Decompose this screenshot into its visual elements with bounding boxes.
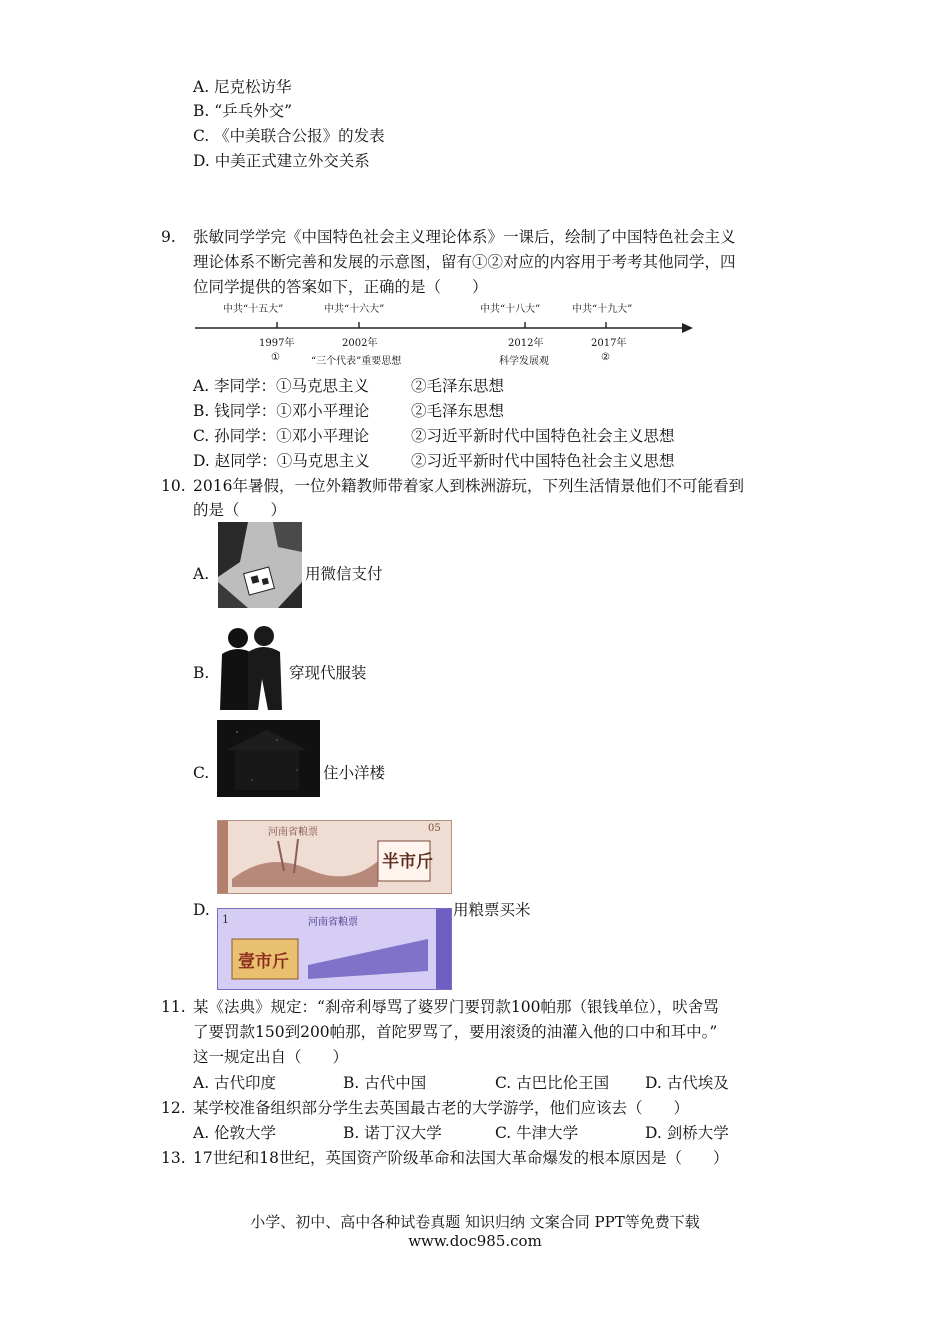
timeline-three-represents: “三个代表”重要思想 xyxy=(311,356,402,367)
ration-ticket-one-jin xyxy=(217,908,452,990)
footer-url[interactable]: www.doc985.com xyxy=(408,1232,542,1250)
q9-stem-line-3: 位同学提供的答案如下，正确的是（ ） xyxy=(193,278,488,296)
q13-number: 13. xyxy=(161,1149,186,1167)
timeline-year-2002: 2002年 xyxy=(342,338,378,349)
q10-option-b-label: B. xyxy=(193,664,210,682)
q11-number: 11. xyxy=(161,998,186,1016)
timeline-year-1997: 1997年 xyxy=(259,338,295,349)
q11-stem-line-3: 这一规定出自（ ） xyxy=(193,1048,349,1066)
q11-stem-line-2: 了要罚款150到200帕那，首陀罗骂了，要用滚烫的油灌入他的口中和耳中。” xyxy=(193,1023,718,1041)
q11-option-c: C. 古巴比伦王国 xyxy=(495,1074,610,1092)
timeline-label-19th: 中共“十九大” xyxy=(572,304,633,315)
q9-stem-line-2: 理论体系不断完善和发展的示意图，留有①②对应的内容用于考考其他同学，四 xyxy=(193,253,736,271)
q10-option-d-text: 用粮票买米 xyxy=(453,901,531,919)
q11-option-d: D. 古代埃及 xyxy=(645,1074,729,1092)
q12-option-a: A. 伦敦大学 xyxy=(193,1124,277,1142)
q13-stem: 17世纪和18世纪，英国资产阶级革命和法国大革命爆发的根本原因是（ ） xyxy=(193,1149,729,1167)
timeline-diagram xyxy=(193,296,703,370)
timeline-blank-1: ① xyxy=(271,352,280,363)
q10-option-b-text: 穿现代服装 xyxy=(289,664,367,682)
wechat-pay-photo xyxy=(218,522,302,608)
q10-stem-line-1: 2016年暑假，一位外籍教师带着家人到株洲游玩，下列生活情景他们不可能看到 xyxy=(193,477,744,495)
q8-option-a: A. 尼克松访华 xyxy=(193,78,292,96)
timeline-scientific-outlook: 科学发展观 xyxy=(499,356,549,367)
timeline-label-18th: 中共“十八大” xyxy=(480,304,541,315)
timeline-label-15th: 中共“十五大” xyxy=(223,304,284,315)
q8-option-b: B. “乒乓外交” xyxy=(193,102,293,120)
q9-option-a-part1: A. 李同学：①马克思主义 xyxy=(193,377,370,395)
q9-option-d-part2: ②习近平新时代中国特色社会主义思想 xyxy=(411,452,675,470)
ticket-bottom-num: 1 xyxy=(222,913,229,926)
ticket-bottom-value: 壹市斤 xyxy=(238,952,289,972)
q10-option-a-label: A. xyxy=(193,565,210,583)
q9-stem-line-1: 张敏同学学完《中国特色社会主义理论体系》一课后，绘制了中国特色社会主义 xyxy=(193,228,736,246)
q11-stem-line-1: 某《法典》规定：“刹帝利辱骂了婆罗门要罚款100帕那（银钱单位），吠舍骂 xyxy=(193,998,719,1016)
q10-option-c-text: 住小洋楼 xyxy=(323,764,386,782)
q9-option-a xyxy=(193,376,505,396)
q8-option-d: D. 中美正式建立外交关系 xyxy=(193,152,370,170)
ticket-top-title: 河南省粮票 xyxy=(268,827,318,838)
q12-option-c: C. 牛津大学 xyxy=(495,1124,579,1142)
ticket-top-num: 05 xyxy=(428,823,441,834)
ticket-top-value: 半市斤 xyxy=(382,852,433,872)
q9-option-b xyxy=(193,401,505,421)
q8-option-c: C. 《中美联合公报》的发表 xyxy=(193,127,385,145)
q9-option-c-part1: C. 孙同学：①邓小平理论 xyxy=(193,427,370,445)
q9-option-c-part2: ②习近平新时代中国特色社会主义思想 xyxy=(411,427,675,445)
ration-ticket-half-jin xyxy=(217,820,452,894)
q10-number: 10. xyxy=(161,477,186,495)
q9-option-d xyxy=(193,451,675,471)
western-house-photo xyxy=(217,720,320,797)
q9-option-b-part2: ②毛泽东思想 xyxy=(411,402,505,420)
q9-option-c xyxy=(193,426,675,446)
q12-stem: 某学校准备组织部分学生去英国最古老的大学游学，他们应该去（ ） xyxy=(193,1099,690,1117)
q10-option-d-label: D. xyxy=(193,901,210,919)
q12-number: 12. xyxy=(161,1099,186,1117)
q9-number: 9. xyxy=(161,228,176,246)
modern-clothes-photo xyxy=(218,624,284,710)
q10-option-c-label: C. xyxy=(193,764,210,782)
footer-text: 小学、初中、高中各种试卷真题 知识归纳 文案合同 PPT等免费下载 xyxy=(250,1213,700,1231)
q10-option-a-text: 用微信支付 xyxy=(305,565,383,583)
timeline-label-16th: 中共“十六大” xyxy=(324,304,385,315)
q12-option-d: D. 剑桥大学 xyxy=(645,1124,729,1142)
timeline-year-2012: 2012年 xyxy=(508,338,544,349)
q12-option-b: B. 诺丁汉大学 xyxy=(343,1124,442,1142)
q11-option-a: A. 古代印度 xyxy=(193,1074,277,1092)
q9-option-d-part1: D. 赵同学：①马克思主义 xyxy=(193,452,370,470)
q9-option-a-part2: ②毛泽东思想 xyxy=(411,377,505,395)
ticket-bottom-title: 河南省粮票 xyxy=(308,917,358,928)
q10-stem-line-2: 的是（ ） xyxy=(193,501,287,519)
timeline-blank-2: ② xyxy=(601,352,610,363)
q9-option-b-part1: B. 钱同学：①邓小平理论 xyxy=(193,402,370,420)
timeline-year-2017: 2017年 xyxy=(591,338,627,349)
q11-option-b: B. 古代中国 xyxy=(343,1074,427,1092)
